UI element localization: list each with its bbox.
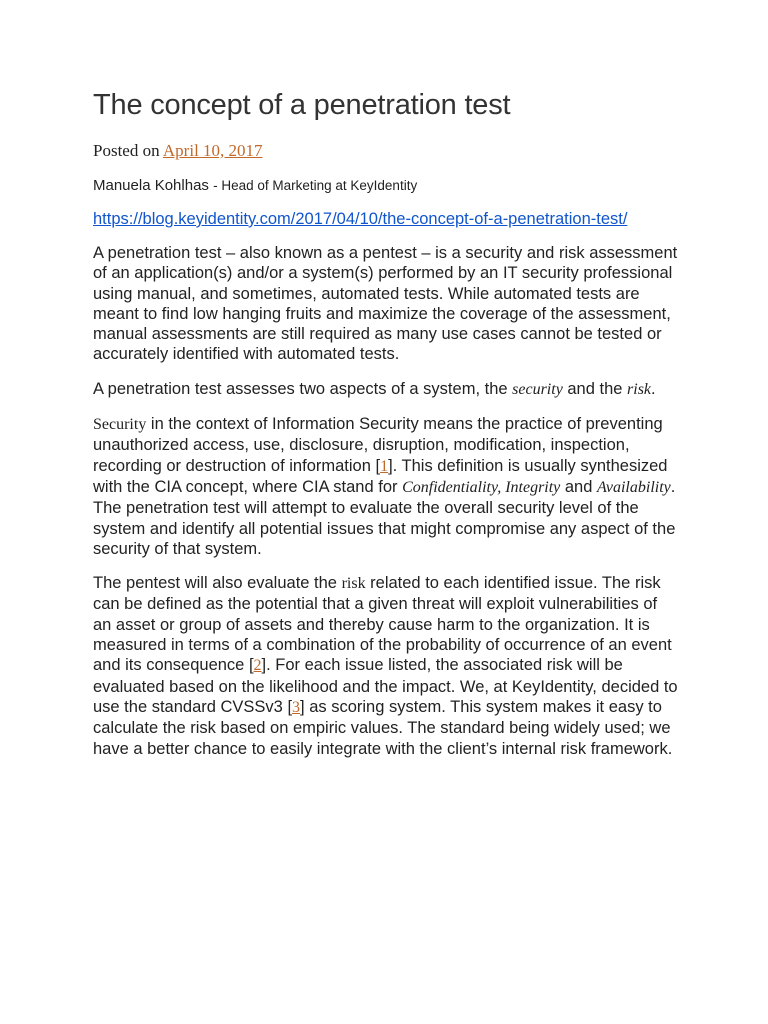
term-confidentiality: Confidentiality [402,478,498,496]
posted-date-link[interactable]: April 10, 2017 [162,141,263,160]
paragraph-aspects [93,379,678,400]
term-risk-inline: risk [341,575,366,593]
text-span: , [497,478,506,496]
article [93,88,678,759]
text-span: . [651,379,656,398]
text-span: ] as scoring system. This system makes it easy to calculate the risk based on empiric values. The standard being widely used; we have a better chance to easily integrate with the client’s internal risk framework. [93,697,673,758]
text-span: and [560,477,597,496]
page-title: The concept of a penetration test [93,89,511,121]
text-span: ]. This definition is usually synthesized with the CIA concept, where CIA stand for [93,456,668,496]
term-availability: Availability [596,478,671,496]
text-span: related to each identified issue. The risk can be defined as the potential that a given threat will exploit vulnerabilities of an asset or group of assets and thereby cause harm to the organization. It is measured in terms of a combination of the probability of occurrence of an event and its consequence [ [93,574,672,675]
term-security: security [512,380,563,398]
text-span: ]. For each issue listed, the associated risk will be evaluated based on the likelihood and the impact. We, at KeyIdentity, decided to use the standard CVSSv3 [ [93,656,678,716]
reference-link-2[interactable]: 2 [253,657,262,675]
author-role: - Head of Marketing at KeyIdentity [213,178,418,193]
text-span: in the context of Information Security means the practice of preventing unauthorized access, use, disclosure, disruption, modification, inspection, recording or destruction of information [ [93,415,663,475]
article-url-link[interactable]: https://blog.keyidentity.com/2017/04/10/the-concept-of-a-penetration-test/ [93,210,628,228]
paragraph-security [93,414,678,559]
reference-link-3[interactable]: 3 [292,698,301,716]
posted-line [93,140,678,162]
paragraph-risk [93,573,678,759]
reference-link-1[interactable]: 1 [380,457,389,475]
text-span: . The penetration test will attempt to evaluate the overall security level of the system and identify all potential issues that might compromise any aspect of the security of that system. [93,477,676,558]
author-name: Manuela Kohlhas [93,177,209,194]
text-span: The pentest will also evaluate the [93,574,342,593]
posted-prefix: Posted on [93,141,160,160]
paragraph-intro: A penetration test – also known as a pentest – is a security and risk assessment of an application(s) and/or a system(s) performed by an IT security professional using manual, and sometimes, automated tests. While automated tests are meant to find low hanging fruits and maximize the coverage of the assessment, manual assessments are still required as many use cases cannot be tested or accurately identified with automated tests. [93,244,678,364]
text-span: and the [562,379,628,398]
term-risk: risk [627,380,652,398]
text-span: A penetration test assesses two aspects of a system, the [93,379,513,398]
term-security-heading: Security [93,416,147,434]
author-line [93,176,678,196]
term-integrity: Integrity [505,478,561,496]
